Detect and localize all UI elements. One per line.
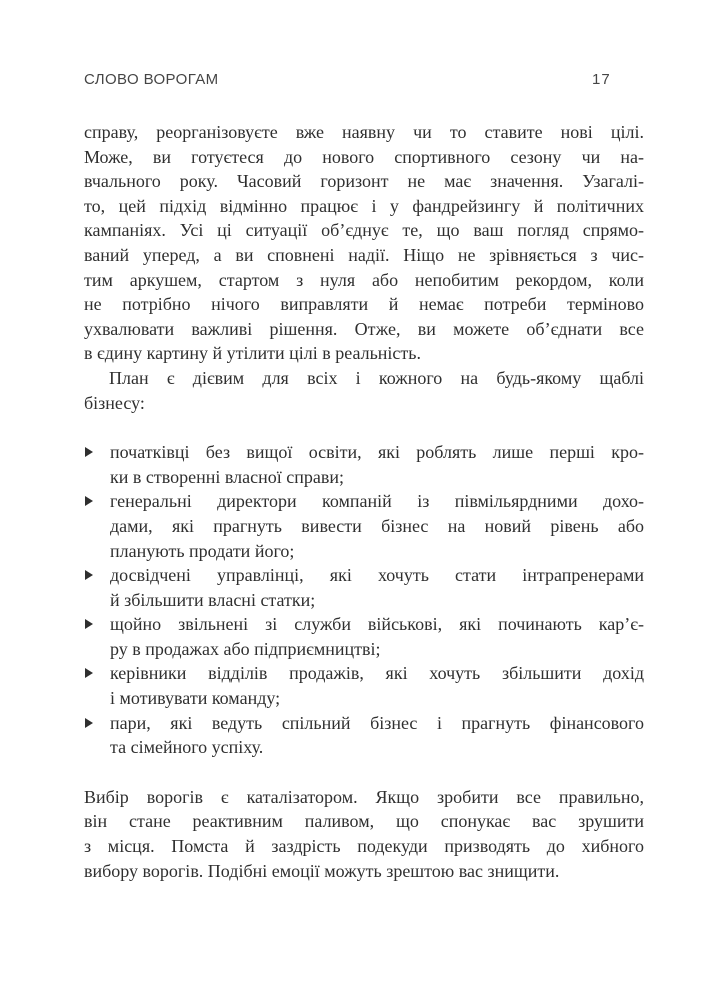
text-line: ваний уперед, а ви сповнені надії. Ніщо не зрівняється з чис- <box>84 244 644 265</box>
text-line: Вибір ворогів є каталізатором. Якщо зробити все правильно, <box>84 786 644 807</box>
text-line: не потрібно нічого виправляти й немає потреби терміново <box>84 294 644 315</box>
triangle-right-bullet-icon <box>85 668 93 678</box>
text-line: Може, ви готуєтеся до нового спортивного сезону чи на- <box>84 146 644 167</box>
bullet-list <box>84 440 644 760</box>
text-line: кампаніях. Усі ці ситуації об’єднує те, що ваш погляд спрямо- <box>84 220 644 241</box>
text-line: вибору ворогів. Подібні емоції можуть зрештою вас знищити. <box>84 860 560 881</box>
triangle-right-bullet-icon <box>85 447 93 457</box>
list-item <box>84 661 644 710</box>
list-item <box>84 440 644 489</box>
triangle-right-bullet-icon <box>85 496 93 506</box>
text-line: справу, реорганізовуєте вже наявну чи то ставите нові цілі. <box>84 122 644 142</box>
list-item <box>84 711 644 760</box>
text-line: План є дієвим для всіх і кожного на будь-якому щаблі <box>109 367 644 388</box>
text-line: бізнесу: <box>84 392 145 413</box>
triangle-right-bullet-icon <box>85 718 93 728</box>
triangle-right-bullet-icon <box>85 619 93 629</box>
text-line: початківці без вищої освіти, які роблять лише перші кро- <box>110 442 644 463</box>
text-line: ухвалювати важливі рішення. Отже, ви можете об’єднати все <box>84 318 644 339</box>
text-line: дами, які прагнуть вивести бізнес на новий рівень або <box>110 515 644 536</box>
text-line: ки в створенні власної справи; <box>110 466 344 487</box>
text-line: пари, які ведуть спільний бізнес і прагнуть фінансового <box>110 712 644 733</box>
page-body <box>84 120 644 883</box>
list-item <box>84 563 644 612</box>
text-line: в єдину картину й утілити цілі в реальність. <box>84 343 421 364</box>
text-line: керівники відділів продажів, які хочуть збільшити дохід <box>110 663 644 684</box>
running-head: СЛОВО ВОРОГАМ <box>84 71 219 88</box>
text-line: він стане реактивним паливом, що спонукає вас зрушити <box>84 811 644 832</box>
text-line: щойно звільнені зі служби військові, які починають кар’є- <box>110 614 644 635</box>
text-line: й збільшити власні статки; <box>110 589 316 610</box>
text-line: то, цей підхід відмінно працює і у фандрейзингу й політичних <box>84 195 644 216</box>
list-item <box>84 612 644 661</box>
text-line: і мотивувати команду; <box>110 688 281 709</box>
text-line: планують продати його; <box>110 540 295 561</box>
text-line: досвідчені управлінці, які хочуть стати інтрапренерами <box>110 565 644 586</box>
text-line: з місця. Помста й заздрість подекуди призводять до хибного <box>84 836 644 857</box>
text-line: та сімейного успіху. <box>110 737 264 758</box>
paragraph <box>84 120 644 366</box>
text-line: генеральні директори компаній із півмільярдними дохо- <box>110 491 644 512</box>
paragraph <box>84 785 644 883</box>
text-line: тим аркушем, стартом з нуля або непобитим рекордом, коли <box>84 269 644 290</box>
paragraph <box>84 366 644 415</box>
triangle-right-bullet-icon <box>85 570 93 580</box>
text-line: ру в продажах або підприємництві; <box>110 638 381 659</box>
page-number: 17 <box>592 71 611 88</box>
text-line: вчального року. Часовий горизонт не має значення. Узагалі- <box>84 171 644 192</box>
list-item <box>84 489 644 563</box>
